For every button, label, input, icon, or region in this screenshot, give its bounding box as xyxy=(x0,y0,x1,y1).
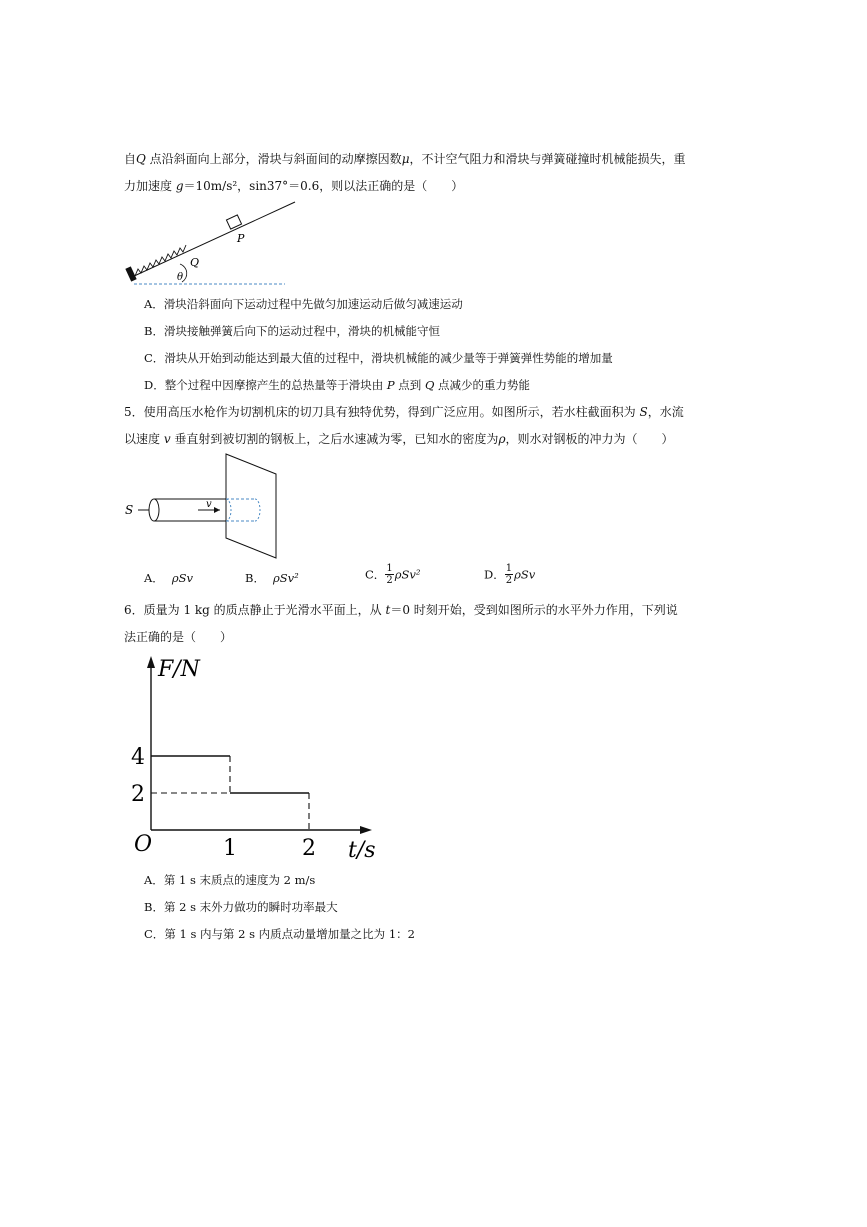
origin-label: O xyxy=(134,832,153,857)
velocity-arrowhead xyxy=(214,507,220,513)
q5-text-line-2: 以速度 v 垂直射到被切割的钢板上，之后水速减为零，已知水的密度为ρ，则水对钢板的冲力为（ ） xyxy=(124,432,674,446)
x-axis-arrowhead xyxy=(360,826,372,834)
label-p: P xyxy=(237,232,245,245)
q4-option-a[interactable]: A．滑块沿斜面向下运动过程中先做匀加速运动后做匀减速运动 xyxy=(144,297,463,311)
label-q: Q xyxy=(190,256,200,269)
steel-plate xyxy=(226,454,276,558)
q5-option-b[interactable]: B． ρSv² xyxy=(245,571,299,585)
q5-option-a[interactable]: A． ρSv xyxy=(144,571,193,585)
q5-option-c[interactable]: C． $\frac{1}{2}$ ρSv² xyxy=(365,563,421,586)
x-tick-label: 1 xyxy=(223,836,237,861)
incline-spring-figure xyxy=(120,196,310,292)
q5-option-d[interactable]: D． $\frac{1}{2}$ ρSv xyxy=(484,563,536,586)
fraction-one-half: $\frac{1}{2}$ xyxy=(505,563,513,586)
q4-text-line-1: 自Q 点沿斜面向上部分，滑块与斜面间的动摩擦因数μ，不计空气阻力和滑块与弹簧碰撞时机械能损失，重 xyxy=(124,152,686,166)
force-time-chart xyxy=(110,650,390,865)
q6-text-line-2: 法正确的是（ ） xyxy=(124,630,233,644)
slider-block xyxy=(226,215,241,229)
y-axis-arrowhead xyxy=(147,656,155,668)
q6-text-line-1: 6．质量为 1 kg 的质点静止于光滑水平面上，从 t＝0 时刻开始，受到如图所示的水平外力作用，下列说 xyxy=(124,603,678,617)
water-jet-figure xyxy=(120,450,290,562)
water-column-end-left xyxy=(149,499,159,521)
y-tick-label: 2 xyxy=(131,782,145,807)
y-tick-label: 4 xyxy=(131,745,145,770)
fraction-one-half: $\frac{1}{2}$ xyxy=(386,563,393,586)
q5-text-line-1: 5．使用高压水枪作为切割机床的切刀具有独特优势，得到广泛应用。如图所示，若水柱截面积为 S，水流 xyxy=(124,405,684,419)
q4-text-line-2: 力加速度 g＝10m/s²，sin37°＝0.6，则以法正确的是（ ） xyxy=(124,179,464,193)
x-axis-label: t/s xyxy=(348,838,376,863)
y-axis-label: F/N xyxy=(158,657,200,682)
q6-option-c[interactable]: C．第 1 s 内与第 2 s 内质点动量增加量之比为 1：2 xyxy=(144,927,415,941)
label-v: v xyxy=(206,499,212,510)
wall-block xyxy=(125,266,136,281)
incline-surface xyxy=(132,202,295,277)
q6-option-a[interactable]: A．第 1 s 末质点的速度为 2 m/s xyxy=(144,873,316,887)
q6-option-b[interactable]: B．第 2 s 末外力做功的瞬时功率最大 xyxy=(144,900,338,914)
q4-option-d[interactable]: D．整个过程中因摩擦产生的总热量等于滑块由 P 点到 Q 点减少的重力势能 xyxy=(144,378,531,392)
q4-option-b[interactable]: B．滑块接触弹簧后向下的运动过程中，滑块的机械能守恒 xyxy=(144,324,440,338)
x-tick-label: 2 xyxy=(302,836,316,861)
q4-option-c[interactable]: C．滑块从开始到动能达到最大值的过程中，滑块机械能的减少量等于弹簧弹性势能的增加量 xyxy=(144,351,613,365)
label-theta: θ xyxy=(177,272,184,283)
label-s: S xyxy=(125,503,134,517)
